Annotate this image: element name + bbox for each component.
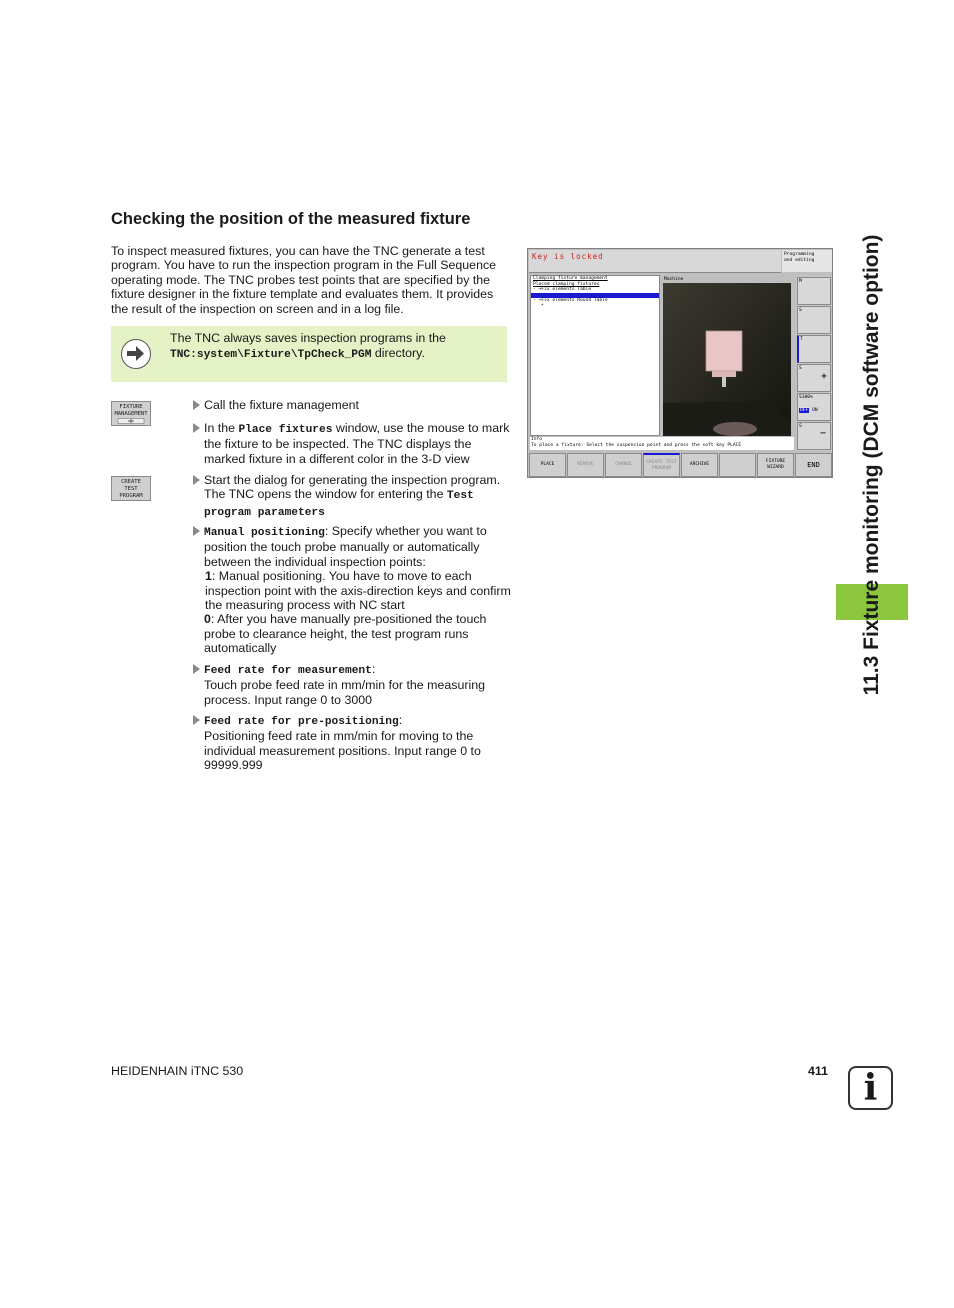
- vertical-softkeys: [796, 275, 832, 451]
- sk-label: M: [799, 279, 802, 284]
- machine-view-label: Machine: [664, 277, 684, 282]
- note-path: TNC:system\Fixture\TpCheck_PGM: [170, 349, 372, 361]
- sk-label: T: [800, 337, 803, 342]
- create-test-program-softkey[interactable]: CREATE TEST PROGRAM: [643, 453, 680, 477]
- note-text: [170, 331, 500, 363]
- test-program-parameters-code: Test program parameters: [204, 490, 474, 519]
- key-locked-message: Key is locked: [532, 252, 604, 261]
- end-softkey[interactable]: END: [795, 453, 832, 477]
- operating-mode: [782, 250, 832, 272]
- sk-label: S: [799, 308, 802, 313]
- step-text: [204, 524, 511, 656]
- step-mark-fixture: [193, 421, 511, 466]
- bullet-triangle-icon: [193, 400, 200, 410]
- chapter-side-title: [854, 210, 890, 720]
- feed-rate-prepositioning-code: Feed rate for pre-positioning: [204, 716, 399, 728]
- tree-row[interactable]: - →Fix elements Table: [533, 287, 592, 292]
- option-0: [204, 612, 511, 655]
- option-1: [205, 569, 511, 612]
- softkey-s[interactable]: [797, 306, 831, 334]
- mode-line: and editing: [784, 258, 815, 263]
- option-1-key: 1: [205, 569, 212, 584]
- step-text: [204, 713, 511, 773]
- tnc-screenshot: [527, 248, 833, 478]
- step-call-fixture-management: [193, 398, 511, 412]
- option-0-text: : After you have manually pre-positioned the touch probe to clearance height, the test program runs automatically: [204, 612, 487, 656]
- softkey-label: PROGRAM: [119, 493, 143, 499]
- bullet-triangle-icon: [193, 664, 200, 674]
- plus-icon: +: [820, 371, 827, 382]
- option-0-key: 0: [204, 612, 211, 627]
- place-softkey[interactable]: PLACE: [529, 453, 566, 477]
- minus-icon: −: [819, 428, 826, 439]
- screen-header: [529, 250, 781, 273]
- info-label: Info: [531, 437, 543, 442]
- softkey-t[interactable]: [797, 335, 831, 363]
- softkey-m[interactable]: [797, 277, 831, 305]
- fixture-management-softkey-icon: [111, 401, 151, 426]
- sk-label: S100%: [799, 395, 813, 400]
- note-text-after: directory.: [371, 346, 425, 360]
- feed-off-label: OFF: [800, 408, 809, 413]
- sk-label: S: [799, 424, 802, 429]
- colon: :: [398, 713, 403, 727]
- step-manual-positioning: [193, 524, 511, 656]
- softkey-s-minus[interactable]: [797, 422, 831, 450]
- tree-row[interactable]: Placed clamping fixtures: [533, 281, 600, 287]
- place-fixtures-code: Place fixtures: [238, 424, 333, 436]
- arrow-right-icon: [121, 339, 151, 369]
- step-feed-rate-measurement: [193, 662, 511, 707]
- feed-on-label: ON: [812, 408, 818, 413]
- note-box: [111, 326, 507, 382]
- step-text: [204, 473, 511, 520]
- step-text-a: In the: [204, 421, 239, 435]
- step-text-a: Start the dialog for generating the inspection program. The TNC opens the window for entering the: [204, 473, 501, 502]
- step-text: Call the fixture management: [204, 398, 359, 412]
- info-glyph: i: [863, 1067, 878, 1109]
- info-icon: [848, 1066, 893, 1110]
- mode-line: Programming: [784, 252, 815, 257]
- archive-softkey[interactable]: ARCHIVE: [681, 453, 718, 477]
- step-text-b: window, use the mouse to mark the fixture to be inspected. The TNC displays the marked fixture in a different color in the 3-D view: [204, 421, 510, 466]
- page-number: 411: [808, 1064, 828, 1078]
- horizontal-softkeys: [529, 453, 833, 477]
- footer-product: HEIDENHAIN iTNC 530: [111, 1064, 244, 1078]
- remove-softkey[interactable]: REMOVE: [567, 453, 604, 477]
- tree-row[interactable]: *: [541, 303, 544, 309]
- chapter-side-title-text: 11.3 Fixture monitoring (DCM software option): [860, 234, 883, 696]
- step-text: [204, 421, 511, 466]
- option-1-text: : Manual positioning. You have to move to each inspection point with the axis-direction keys and confirm the measuring process with NC start: [205, 569, 511, 613]
- change-softkey[interactable]: CHANGE: [605, 453, 642, 477]
- tree-row[interactable]: - →Fix elements Round Table: [533, 298, 608, 303]
- bullet-triangle-icon: [193, 526, 200, 536]
- softkey-label: MANAGEMENT: [114, 411, 148, 417]
- step-feed-rate-prepositioning: [193, 713, 511, 773]
- fixture-wizard-softkey[interactable]: FIXTURE WIZARD: [757, 453, 794, 477]
- bullet-triangle-icon: [193, 715, 200, 725]
- softkey-label: FIXTURE: [119, 404, 143, 410]
- sk-label: S: [799, 366, 802, 371]
- intro-paragraph: To inspect measured fixtures, you can have the TNC generate a test program. You have to run the inspection program in the Full Sequence operating mode. The TNC probes test points that are specified by the fixture designer in the fixture template and evaluates them. It provides the result of the inspection on screen and in a log file.: [111, 244, 497, 316]
- colon: :: [371, 662, 376, 676]
- manual-positioning-code: Manual positioning: [204, 527, 325, 539]
- feed-rate-measurement-code: Feed rate for measurement: [204, 665, 372, 677]
- create-test-program-softkey-icon: [111, 476, 151, 501]
- info-text: To place a fixture: Select the suspension point and press the soft key PLACE: [531, 442, 742, 448]
- step-description: Touch probe feed rate in mm/min for the measuring process. Input range 0 to 3000: [204, 678, 485, 707]
- step-text: [204, 662, 511, 707]
- softkey-feed[interactable]: [797, 393, 831, 421]
- step-description: Positioning feed rate in mm/min for moving to the individual measurement positions. Input range 0 to 99999.999: [204, 729, 481, 773]
- bullet-triangle-icon: [193, 423, 200, 433]
- softkey-label: CREATE: [121, 479, 141, 485]
- bullet-triangle-icon: [193, 475, 200, 485]
- info-bar: [530, 437, 794, 450]
- fixture-symbol-icon: [116, 418, 146, 424]
- empty-softkey[interactable]: [719, 453, 756, 477]
- note-text-before: The TNC always saves inspection programs in the: [170, 331, 446, 345]
- step-start-dialog: [193, 473, 511, 520]
- step-text-a: : Specify whether you want to position the touch probe manually or automatically between the individual inspection points:: [204, 524, 487, 569]
- tree-title: Clamping fixture management: [533, 276, 608, 281]
- section-title: Checking the position of the measured fixture: [111, 210, 471, 228]
- softkey-label: TEST: [124, 486, 138, 492]
- fixture-tree: [530, 275, 660, 436]
- machine-3d-view[interactable]: [663, 283, 791, 436]
- softkey-s-plus[interactable]: [797, 364, 831, 392]
